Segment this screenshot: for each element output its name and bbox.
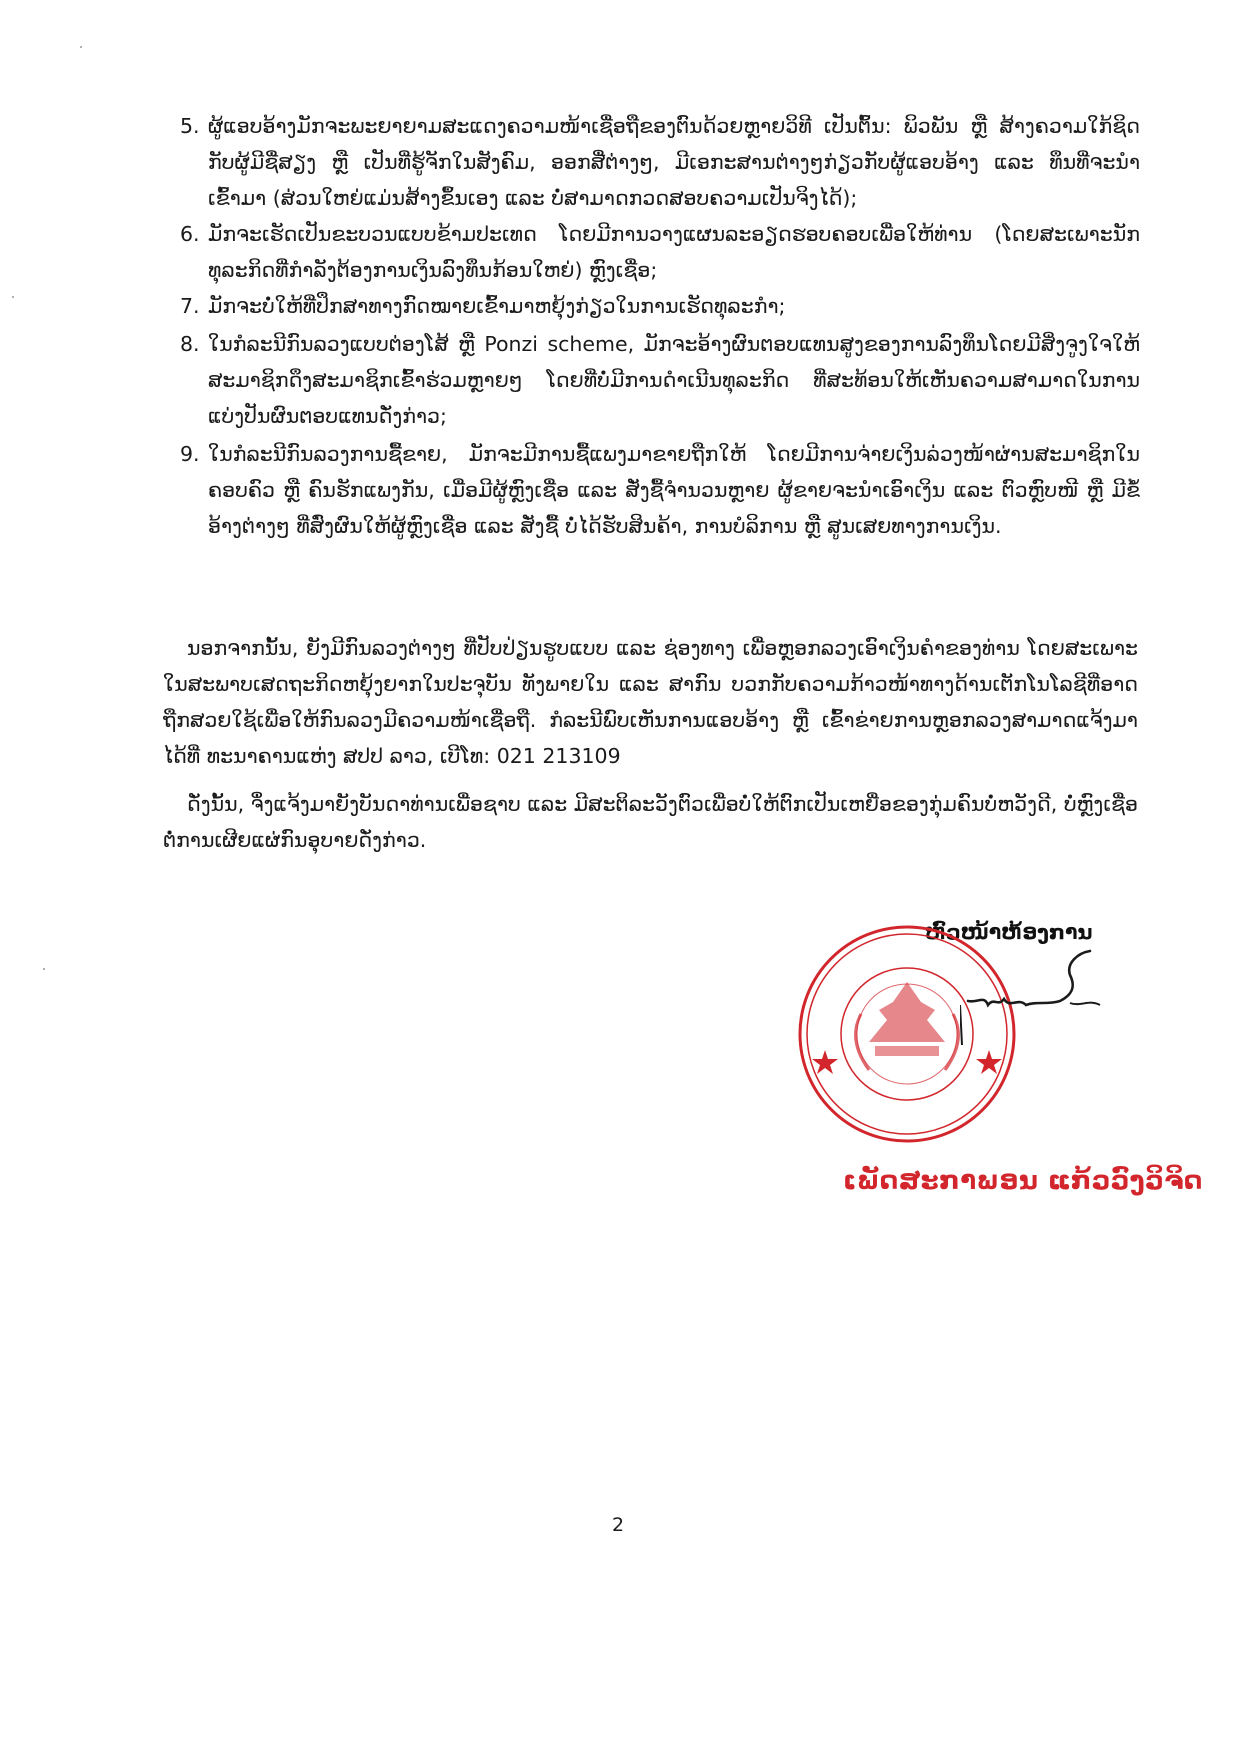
list-item-text: ຜູ້ແອບອ້າງມັກຈະພະຍາຍາມສະແດງຄວາມໜ້າເຊື່ອຖືຂອງຕົນດ້ວຍຫຼາຍວິທີ ເປັນຕົ້ນ: ພິວພັນ ຫຼື ສ້າງຄວາມໃກ້ຊິດກັບຜູ້ມີຊື່ສຽງ ຫຼື ເປັນທີ່ຮູ້ຈັກໃນສັງຄົມ, ອອກສື່ຕ່າງໆ, ມີເອກະສານຕ່າງໆກ່ຽວກັບຜູ້ແອບອ້າງ ແລະ ທຶນທີ່ຈະນໍາເຂົ້າມາ (ສ່ວນໃຫຍ່ແມ່ນສ້າງຂຶ້ນເອງ ແລະ ບໍ່ສາມາດກວດສອບຄວາມເປັນຈິງໄດ້); xyxy=(208,114,1140,210)
list-item-text: ໃນກໍລະນີກົນລວງການຊື້ຂາຍ, ມັກຈະມີການຊື້ແພງມາຂາຍຖືກໃຫ້ ໂດຍມີການຈ່າຍເງິນລ່ວງໜ້າຜ່ານສະມາຊິກໃນຄອບຄົວ ຫຼື ຄົນຮັກແພງກັນ, ເມື່ອມີຜູ້ຫຼົງເຊື່ອ ແລະ ສັ່ງຊື້ຈໍານວນຫຼາຍ ຜູ້ຂາຍຈະນໍາເອົາເງິນ ແລະ ຕົວຫຼົບໜີ ຫຼື ມີຂໍ້ອ້າງຕ່າງໆ ທີ່ສົ່ງຜົນໃຫ້ຜູ້ຫຼົງເຊື່ອ ແລະ ສັ່ງຊື້ ບໍ່ໄດ້ຮັບສິນຄ້າ, ການບໍລິການ ຫຼື ສູນເສຍທາງການເງິນ. xyxy=(208,442,1140,538)
list-item xyxy=(180,216,1140,288)
signatory-title: ຫົວໜ້າຫ້ອງການ xyxy=(925,920,1093,944)
list-item-number: 7. xyxy=(180,294,200,318)
list-item xyxy=(180,326,1140,434)
scan-speck xyxy=(43,968,45,970)
list-item xyxy=(180,288,1140,324)
paragraph: ນອກຈາກນັ້ນ, ຍັງມີກົນລວງຕ່າງໆ ທີ່ປັບປ່ຽນຮູບແບບ ແລະ ຊ່ອງທາງ ເພື່ອຫຼອກລວງເອົາເງິນຄໍາຂອງທ່ານ ໂດຍສະເພາະໃນສະພາບເສດຖະກິດຫຍຸ້ງຍາກໃນປະຈຸບັນ ທັງພາຍໃນ ແລະ ສາກົນ ບວກກັບຄວາມກ້າວໜ້າທາງດ້ານເຕັກໂນໂລຊີທີ່ອາດຖືກສວຍໃຊ້ເພື່ອໃຫ້ກົນລວງມີຄວາມໜ້າເຊື່ອຖື. ກໍລະນີພົບເຫັນການແອບອ້າງ ຫຼື ເຂົ້າຂ່າຍການຫຼອກລວງສາມາດແຈ້ງມາໄດ້ທີ່ ທະນາຄານແຫ່ງ ສປປ ລາວ, ເບີໂທ: 021 213109 xyxy=(163,636,1138,768)
signer-name: ເພັດສະກາພອນ ແກ້ວວົງວິຈິດ xyxy=(843,1166,1203,1196)
handwritten-signature xyxy=(960,935,1140,1055)
list-item-text: ໃນກໍລະນີກົນລວງແບບຕ່ອງໂສ້ ຫຼື Ponzi scheme, ມັກຈະອ້າງຜົນຕອບແທນສູງຂອງການລົງທຶນໂດຍມີສິ່ງຈູງໃຈໃຫ້ສະມາຊິກດຶງສະມາຊິກເຂົ້າຮ່ວມຫຼາຍໆ ໂດຍທີ່ບໍ່ມີການດໍາເນີນທຸລະກິດ ທີ່ສະທ້ອນໃຫ້ເຫັນຄວາມສາມາດໃນການແບ່ງປັນຜົນຕອບແທນດັ່ງກ່າວ; xyxy=(208,332,1140,428)
list-item xyxy=(180,108,1140,216)
list-item-number: 5. xyxy=(180,114,200,138)
list-item xyxy=(180,436,1140,544)
page-number: 2 xyxy=(611,1514,625,1536)
scan-speck xyxy=(12,296,14,298)
list-item-text: ມັກຈະບໍ່ໃຫ້ທີ່ປຶກສາທາງກົດໝາຍເຂົ້າມາຫຍຸ້ງກ່ຽວໃນການເຮັດທຸລະກໍາ; xyxy=(208,294,786,318)
list-item-number: 6. xyxy=(180,222,200,246)
scan-speck xyxy=(80,46,82,48)
list-item-text: ມັກຈະເຮັດເປັນຂະບວນແບບຂ້າມປະເທດ ໂດຍມີການວາງແຜນລະອຽດຮອບຄອບເພື່ອໃຫ້ທ່ານ (ໂດຍສະເພາະນັກທຸລະກິດທີ່ກໍາລັງຕ້ອງການເງິນລົງທຶນກ້ອນໃຫຍ່) ຫຼົງເຊື່ອ; xyxy=(208,222,1140,282)
list-item-number: 9. xyxy=(180,442,200,466)
paragraph: ດັ່ງນັ້ນ, ຈຶ່ງແຈ້ງມາຍັງບັນດາທ່ານເພື່ອຊາບ ແລະ ມີສະຕິລະວັງຕົວເພື່ອບໍ່ໃຫ້ຕົກເປັນເຫຍື່ອຂອງກຸ່ມຄົນບໍ່ຫວັງດີ, ບໍ່ຫຼົງເຊື່ອຕໍ່ການເຜີຍແຜ່ກົນອຸບາຍດັ່ງກ່າວ. xyxy=(163,792,1138,852)
list-item-number: 8. xyxy=(180,332,200,356)
